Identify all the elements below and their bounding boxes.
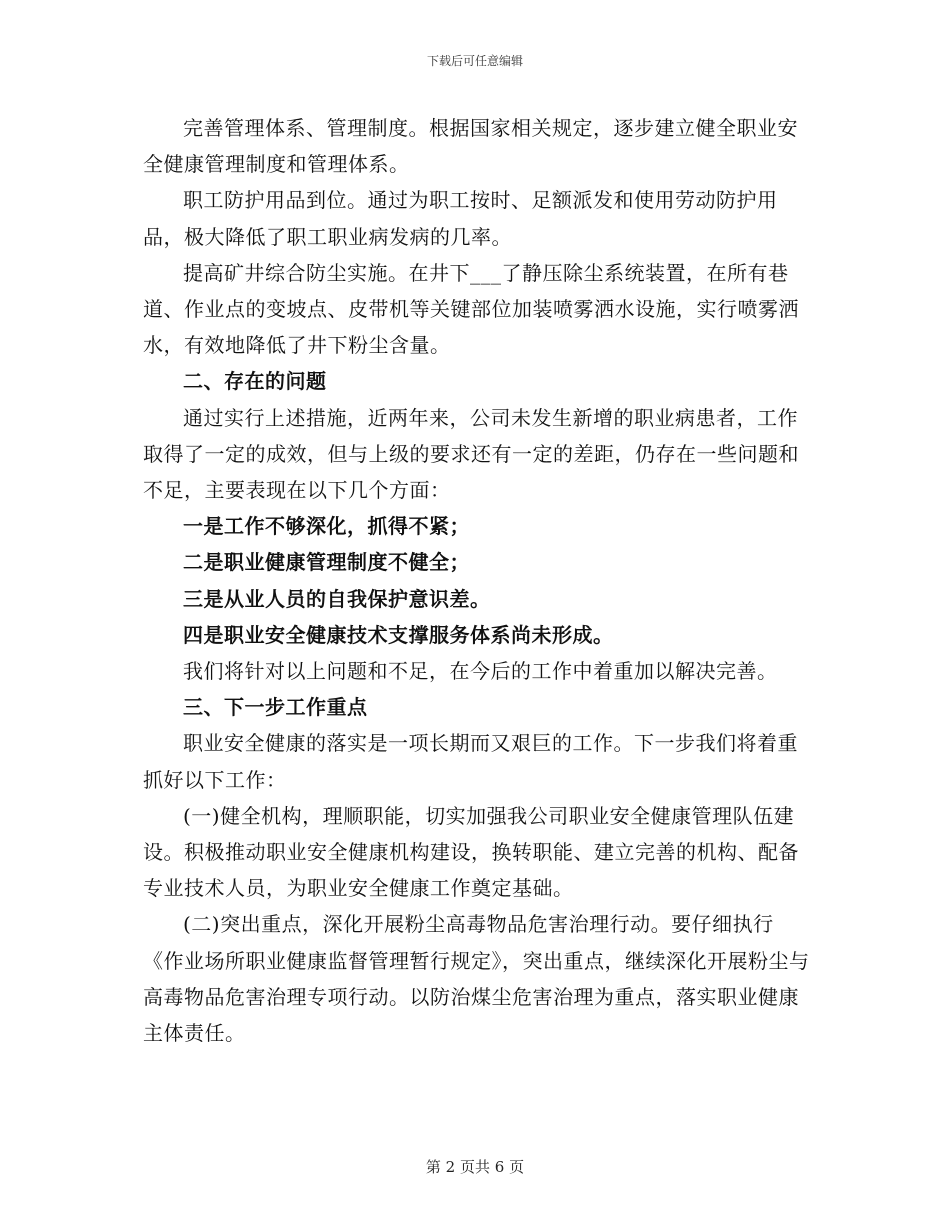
problem-item-4: 四是职业安全健康技术支撑服务体系尚未形成。 [183, 622, 614, 647]
paragraph-task-1: (一)健全机构，理顺职能，切实加强我公司职业安全健康管理队伍建设。积极推动职业安全健康机构建设，换转职能、建立完善的机构、配备专业技术人员，为职业安全健康工作奠定基础。 [143, 803, 799, 901]
page-number: 第 2 页共 6 页 [425, 1158, 525, 1176]
paragraph-next-steps-intro: 职业安全健康的落实是一项长期而又艰巨的工作。下一步我们将着重抓好以下工作： [143, 731, 798, 792]
document-body [143, 110, 813, 1051]
header-note: 下载后可任意编辑 [426, 54, 523, 68]
problem-item-2: 二是职业健康管理制度不健全； [183, 550, 470, 575]
problem-item-1: 一是工作不够深化，抓得不紧； [183, 514, 470, 539]
paragraph-management-system: 完善管理体系、管理制度。根据国家相关规定，逐步建立健全职业安全健康管理制度和管理体系。 [143, 116, 798, 177]
paragraph-dust-prevention: 提高矿井综合防尘实施。在井下___了静压除尘系统装置，在所有巷道、作业点的变坡点、皮带机等关键部位加装喷雾洒水设施，实行喷雾洒水，有效地降低了井下粉尘含量。 [143, 260, 799, 358]
paragraph-problems-intro: 通过实行上述措施，近两年来，公司未发生新增的职业病患者，工作取得了一定的成效，但与上级的要求还有一定的差距，仍存在一些问题和不足，主要表现在以下几个方面： [143, 405, 799, 503]
paragraph-protective-equipment: 职工防护用品到位。通过为职工按时、足额派发和使用劳动防护用品，极大降低了职工职业病发病的几率。 [143, 188, 778, 249]
paragraph-resolution: 我们将针对以上问题和不足，在今后的工作中着重加以解决完善。 [183, 659, 778, 684]
section-heading-problems: 二、存在的问题 [183, 369, 327, 394]
paragraph-task-2: (二)突出重点，深化开展粉尘高毒物品危害治理行动。要仔细执行《作业场所职业健康监督管理暂行规定》，突出重点，继续深化开展粉尘与高毒物品危害治理专项行动。以防治煤尘危害治理为重点，落实职业健康主体责任。 [143, 912, 810, 1046]
problem-item-3: 三是从业人员的自我保护意识差。 [183, 586, 491, 611]
section-heading-next-steps: 三、下一步工作重点 [183, 695, 368, 720]
